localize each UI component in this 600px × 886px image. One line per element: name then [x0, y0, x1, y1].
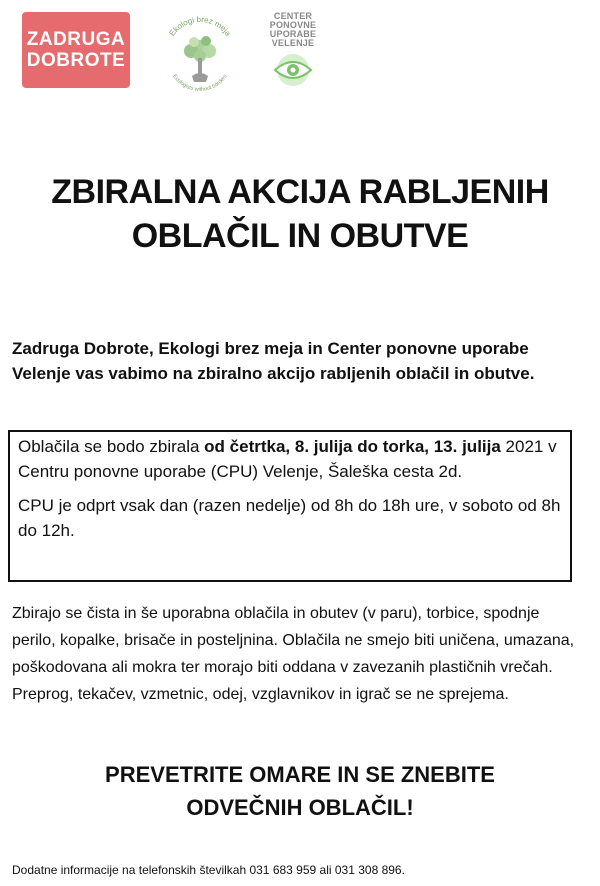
title-line-2: OBLAČIL IN OBUTVE	[131, 217, 469, 255]
cpu-logo-line4: VELENJE	[271, 38, 315, 48]
dates-text-pre: Oblačila se bodo zbirala	[18, 437, 205, 456]
ekologi-logo-bottom-text: Ecologists without borders	[171, 73, 229, 93]
dates-text-bold: od četrtka, 8. julija do torka, 13. julija	[204, 437, 501, 456]
title-line-1: ZBIRALNA AKCIJA RABLJENIH	[51, 173, 549, 211]
cta-line-1: PREVETRITE OMARE IN SE ZNEBITE	[105, 762, 495, 787]
accepted-items-paragraph: Zbirajo se čista in še uporabna oblačila in obutev (v paru), torbice, spodnje perilo, kopalke, brisače in posteljnina. Oblačila ne smejo biti uničena, umazana, poškodovana ali mokra ter morajo biti oddana v zavezanih plastičnih vrečah. Preprog, tekačev, vzmetnic, odej, vzglavnikov in igrač se ne sprejema.	[12, 605, 575, 703]
intro-paragraph: Zadruga Dobrote, Ekologi brez meja in Center ponovne uporabe Velenje vas vabimo na zbiralno akcijo rabljenih oblačil in obutve.	[12, 339, 535, 383]
zadruga-logo-line1: ZADRUGA	[26, 29, 126, 50]
call-to-action	[0, 758, 600, 824]
zadruga-logo-line2: DOBROTE	[26, 50, 126, 71]
logo-bar	[22, 12, 342, 92]
tree-hand-icon	[158, 12, 242, 96]
contact-footer: Dodatne informacije na telefonskih številkah 031 683 959 ali 031 308 896.	[12, 863, 405, 877]
dates-text-post: 2021 v Centru ponovne uporabe (CPU) Velenje, Šaleška cesta 2d.	[18, 437, 557, 481]
cpu-logo-line1: CENTER	[273, 11, 313, 21]
eye-icon	[269, 52, 317, 88]
cta-line-2: ODVEČNIH OBLAČIL!	[186, 795, 414, 820]
page-title	[0, 170, 600, 258]
collection-dates-paragraph	[18, 434, 562, 484]
opening-hours-paragraph: CPU je odprt vsak dan (razen nedelje) od 8h do 18h ure, v soboto od 8h do 12h.	[18, 496, 561, 540]
zadruga-dobrote-logo	[22, 12, 130, 88]
svg-text:Ekologi brez meja	[168, 15, 233, 38]
cpu-logo-line2: PONOVNE	[269, 20, 317, 30]
ekologi-logo-top-text: Ekologi brez meja	[167, 14, 233, 38]
collection-info-box	[8, 430, 572, 582]
center-ponovne-uporabe-logo	[262, 12, 324, 96]
cpu-logo-line3: UPORABE	[269, 29, 317, 39]
ekologi-brez-meja-logo	[158, 12, 242, 96]
